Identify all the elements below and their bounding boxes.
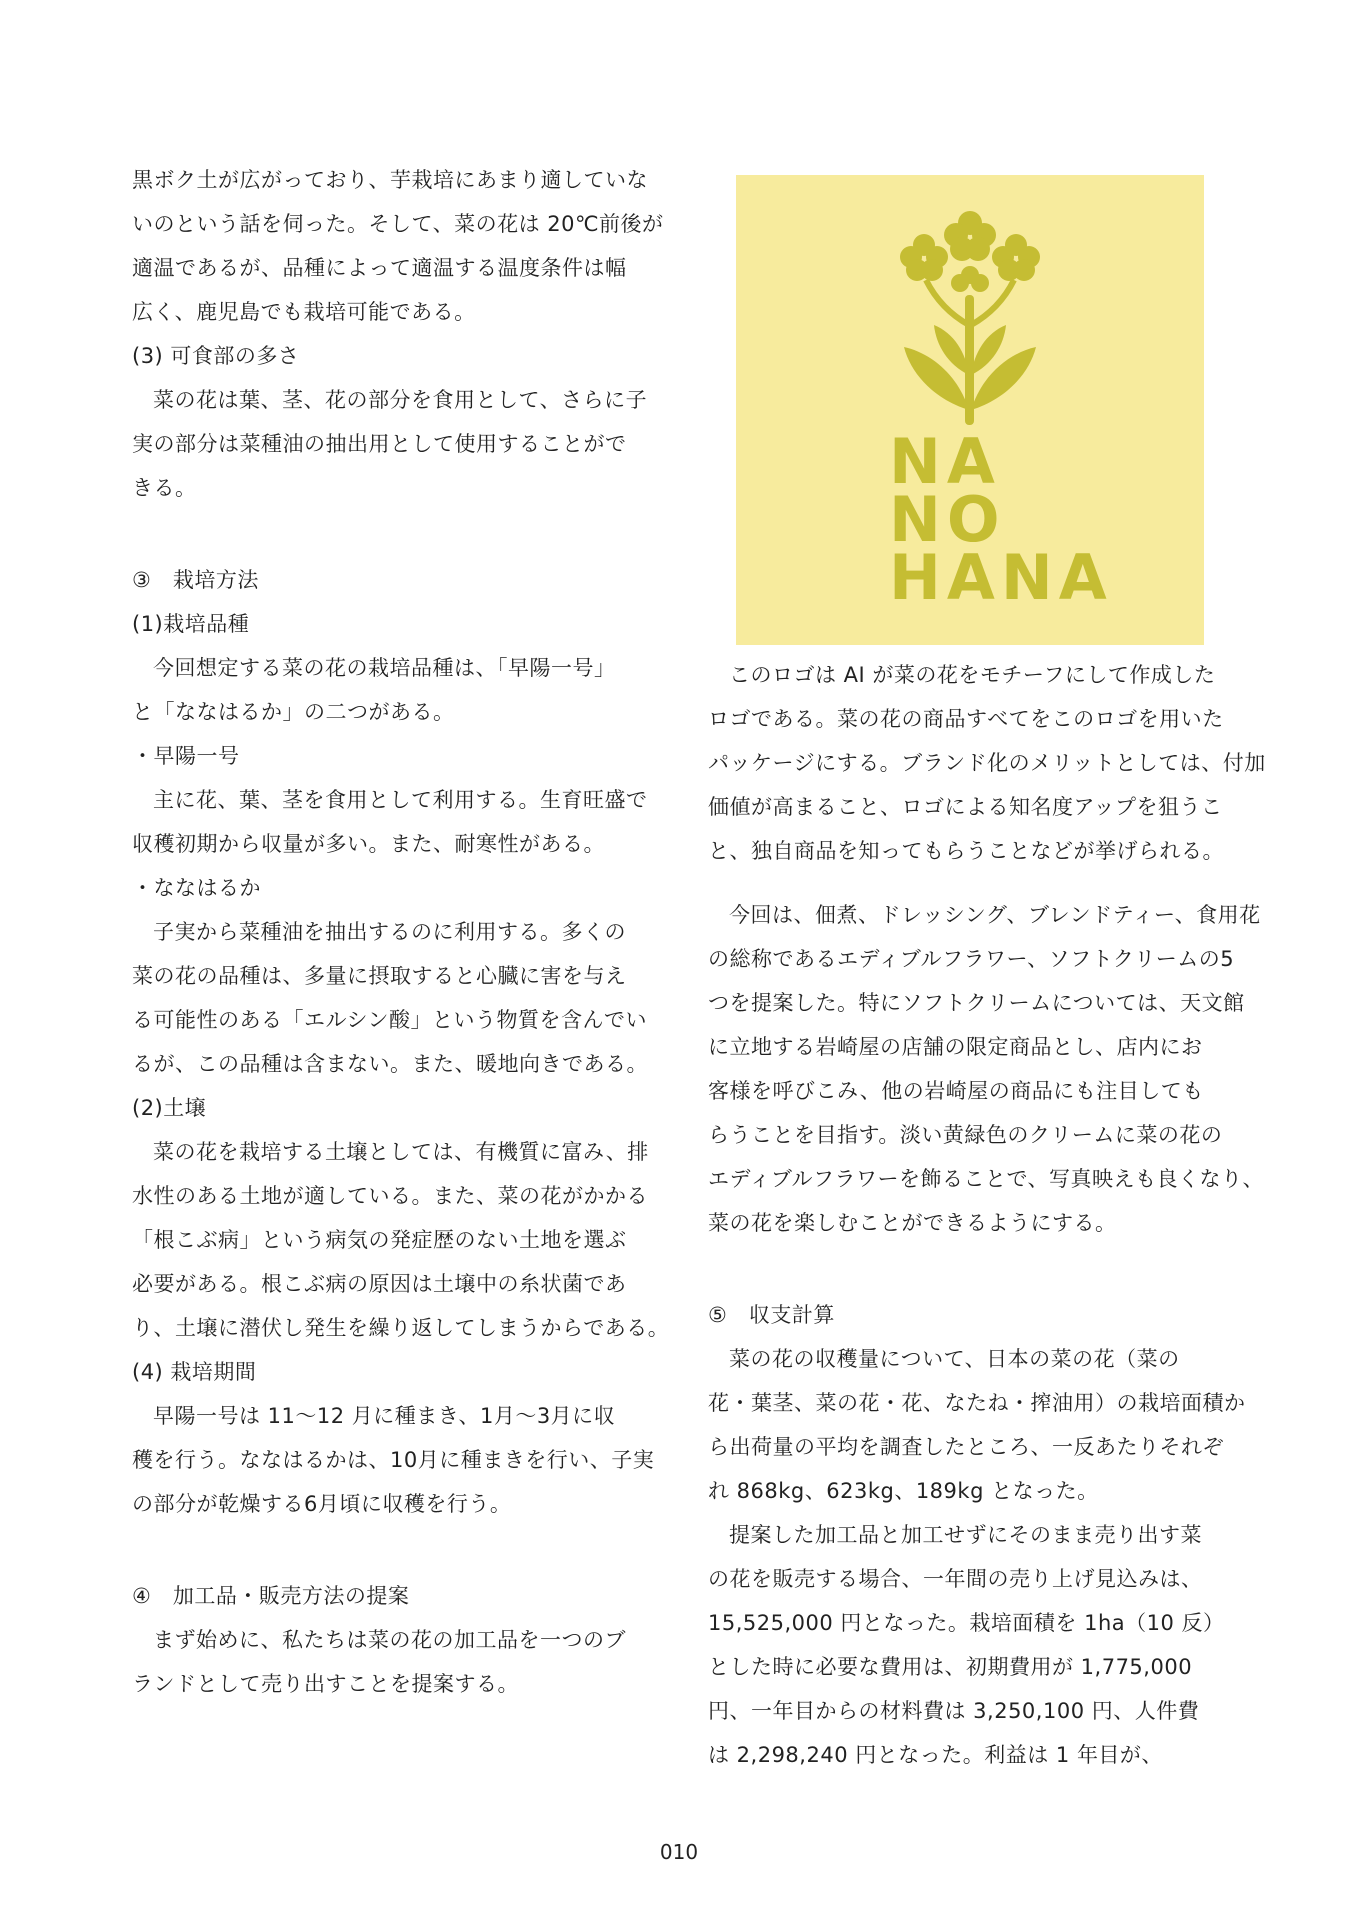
text-line: きる。: [132, 476, 197, 500]
text-line: 菜の花を栽培する土壌としては、有機質に富み、排: [153, 1140, 649, 1164]
text-line: つを提案した。特にソフトクリームについては、天文館: [708, 991, 1245, 1015]
text-line: 実の部分は菜種油の抽出用として使用することがで: [132, 432, 627, 456]
text-line: 菜の花は葉、茎、花の部分を食用として、さらに子: [153, 388, 648, 412]
logo-line-1: NA: [889, 425, 1001, 498]
text-line: の総称であるエディブルフラワー、ソフトクリームの5: [708, 947, 1235, 971]
text-line: の花を販売する場合、一年間の売り上げ見込みは、: [708, 1567, 1203, 1591]
text-line: 今回想定する菜の花の栽培品種は、「早陽一号」: [153, 656, 616, 680]
text-line: は 2,298,240 円となった。利益は 1 年目が、: [708, 1743, 1163, 1767]
left-column: [132, 158, 670, 1706]
text-line: 菜の花の収穫量について、日本の菜の花（菜の: [729, 1347, 1180, 1371]
page-number: 010: [659, 1840, 699, 1864]
text-line: に立地する岩崎屋の店舗の限定商品とし、店内にお: [708, 1035, 1203, 1059]
text-line: ロゴである。菜の花の商品すべてをこのロゴを用いた: [708, 707, 1224, 731]
logo-line-2: NO: [889, 483, 1006, 556]
text-line: 水性のある土地が適している。また、菜の花がかかる: [132, 1184, 648, 1208]
text-line: 今回は、佃煮、ドレッシング、ブレンドティー、食用花: [729, 903, 1261, 927]
text-line: 円、一年目からの材料費は 3,250,100 円、人件費: [708, 1699, 1200, 1723]
text-line: ら出荷量の平均を調査したところ、一反あたりそれぞ: [708, 1435, 1224, 1459]
subheading-soil: (2)土壌: [132, 1096, 207, 1120]
text-line: の部分が乾燥する6月頃に収穫を行う。: [132, 1492, 512, 1516]
text-line: り、土壌に潜伏し発生を繰り返してしまうからである。: [132, 1316, 670, 1340]
text-line: パッケージにする。ブランド化のメリットとしては、付加: [708, 751, 1266, 775]
section-title-cultivation: ③ 栽培方法: [132, 568, 259, 592]
text-line: このロゴは AI が菜の花をモチーフにして作成した: [729, 663, 1216, 687]
text-line: 黒ボク土が広がっており、芋栽培にあまり適していな: [132, 168, 648, 192]
text-line: 適温であるが、品種によって適温する温度条件は幅: [132, 256, 627, 280]
text-line: 広く、鹿児島でも栽培可能である。: [132, 300, 476, 324]
text-line: 収穫初期から収量が多い。また、耐寒性がある。: [132, 832, 605, 856]
subheading-variety: (1)栽培品種: [132, 612, 250, 636]
logo-line-3: HANA: [889, 541, 1113, 614]
right-column: [708, 175, 1266, 1777]
text-line: る可能性のある「エルシン酸」という物質を含んでい: [132, 1008, 647, 1032]
text-line: 「根こぶ病」という病気の発症歴のない土地を選ぶ: [132, 1228, 627, 1252]
text-line: るが、この品種は含まない。また、暖地向きである。: [132, 1052, 648, 1076]
text-line: と「ななはるか」の二つがある。: [132, 700, 455, 724]
text-line: 菜の花の品種は、多量に摂取すると心臓に害を与え: [132, 964, 627, 988]
text-line: いのという話を伺った。そして、菜の花は 20℃前後が: [132, 212, 664, 236]
text-line: 提案した加工品と加工せずにそのまま売り出す菜: [729, 1523, 1202, 1547]
subheading-nanaharuka: ・ななはるか: [132, 876, 261, 900]
subheading-souyou: ・早陽一号: [132, 744, 240, 768]
text-line: 花・葉茎、菜の花・花、なたね・搾油用）の栽培面積か: [708, 1391, 1246, 1415]
subheading-period: (4) 栽培期間: [132, 1360, 257, 1384]
text-line: エディブルフラワーを飾ることで、写真映えも良くなり、: [708, 1167, 1265, 1191]
text-line: 客様を呼びこみ、他の岩崎屋の商品にも注目しても: [708, 1079, 1204, 1103]
nanohana-logo: [736, 175, 1204, 645]
text-line: 子実から菜種油を抽出するのに利用する。多くの: [153, 920, 626, 944]
text-line: と、独自商品を知ってもらうことなどが挙げられる。: [708, 839, 1224, 863]
text-line: 15,525,000 円となった。栽培面積を 1ha（10 反）: [708, 1611, 1225, 1635]
text-line: れ 868kg、623kg、189kg となった。: [708, 1479, 1099, 1503]
section-title-proposal: ④ 加工品・販売方法の提案: [132, 1584, 410, 1608]
text-line: 主に花、葉、茎を食用として利用する。生育旺盛で: [153, 788, 648, 812]
subheading-edible: (3) 可食部の多さ: [132, 344, 300, 368]
text-line: 必要がある。根こぶ病の原因は土壌中の糸状菌であ: [132, 1272, 627, 1296]
text-line: らうことを目指す。淡い黄緑色のクリームに菜の花の: [708, 1123, 1223, 1147]
text-line: 穫を行う。ななはるかは、10月に種まきを行い、子実: [132, 1448, 655, 1472]
text-line: とした時に必要な費用は、初期費用が 1,775,000: [708, 1655, 1193, 1679]
text-line: 早陽一号は 11～12 月に種まき、1月～3月に収: [153, 1404, 616, 1428]
text-line: 価値が高まること、ロゴによる知名度アップを狙うこ: [708, 795, 1223, 819]
text-line: 菜の花を楽しむことができるようにする。: [708, 1211, 1117, 1235]
text-line: ランドとして売り出すことを提案する。: [132, 1672, 519, 1696]
section-title-budget: ⑤ 収支計算: [708, 1303, 835, 1327]
logo-wordmark: [889, 425, 1113, 614]
text-line: まず始めに、私たちは菜の花の加工品を一つのブ: [153, 1628, 626, 1652]
